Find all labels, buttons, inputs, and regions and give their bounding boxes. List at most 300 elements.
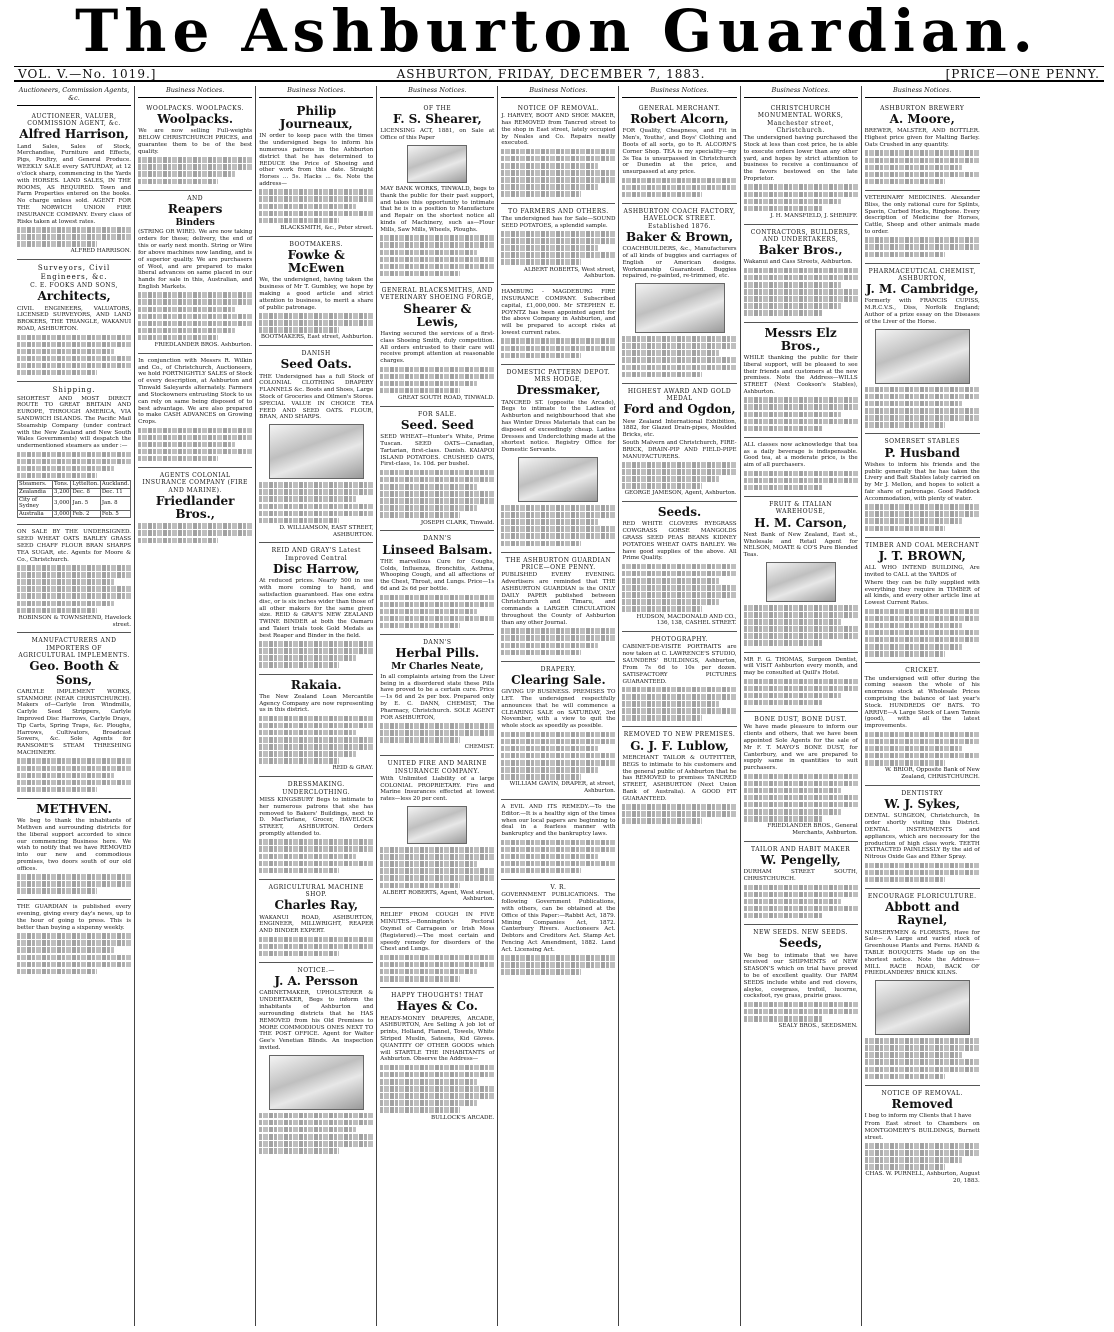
small-print-line (501, 628, 615, 634)
engraving-illustration (269, 424, 364, 479)
small-print-line (138, 157, 252, 163)
engraving-illustration (407, 806, 467, 844)
table-header-cell: Steamers. (18, 481, 53, 489)
small-print-line (865, 651, 946, 657)
small-print-line (380, 595, 494, 601)
small-print-line (865, 1045, 980, 1051)
small-print-line (501, 840, 615, 846)
small-print-line (501, 760, 615, 766)
small-print-line (17, 962, 131, 968)
ad-body: Next Bank of New Zealand, East st., Wholesale and Retail Agent for NELSON, MOATE & CO'S Pure Blended Teas. (743, 531, 858, 559)
small-print-line (380, 484, 477, 490)
column-heading: Business Notices. (744, 86, 858, 98)
small-print-line (865, 877, 946, 883)
ad-body: FOR Quality, Cheapness, and Fit in Men's, Youths', and Boys' Clothing and Boots of all sorts, go to R. ALCORN'S Corner Shop. TEA is my speciality—my 3s Tea is unsurpassed in Christchurch or Dunedin at the price, and unsurpassed at any price. (622, 128, 737, 176)
small-print-line (865, 1074, 946, 1080)
ad-headline: Woolpacks. (157, 112, 234, 127)
table-header-cell: Tons. (53, 481, 71, 489)
column-8 (862, 86, 983, 1326)
small-print-line (865, 415, 980, 421)
small-print-line (17, 241, 97, 247)
table-cell: 3,000 (53, 496, 71, 510)
advertisement (138, 468, 252, 549)
small-print-line (744, 913, 824, 919)
small-print-line (865, 609, 980, 615)
small-print-line (259, 737, 373, 743)
advertisement (17, 382, 131, 525)
masthead (0, 0, 1114, 65)
small-print-line (622, 571, 736, 577)
small-print-line (501, 861, 615, 867)
small-print-line (865, 504, 980, 510)
small-print-line (380, 498, 494, 504)
ad-signature: JOSEPH CLARK, Tinwald. (420, 519, 495, 526)
ad-signature: D. WILLIAMSON, EAST STREET, ASHBURTON. (279, 524, 374, 538)
small-print-line (622, 599, 719, 605)
small-print-line (865, 1164, 946, 1170)
small-print-line (501, 512, 615, 518)
small-print-line (865, 158, 980, 164)
ad-body: We, the undersigned, having taken the business of Mr T. Gumbley, we hope by making a good article and strict attention to business, to merit a share of public patronage. (259, 277, 374, 311)
ad-body: MISS KINGSBURY Begs to intimate to her numerous patrons that she has removed to Bakers' Buildings, next to D. MacFarlane, Grocer, HAVELOCK STREET, ASHBURTON. Orders promptly attended to. (259, 796, 374, 837)
ad-headline: W. Pengelly, (760, 853, 841, 868)
small-print-line (501, 338, 615, 344)
small-print-line (622, 350, 719, 356)
engraving-illustration (407, 145, 467, 183)
small-print-line (138, 435, 252, 441)
ad-caption: BOOTMAKERS. (289, 240, 343, 248)
small-print-line (501, 526, 615, 532)
small-print-line (865, 760, 946, 766)
small-print-line (138, 328, 235, 334)
advertisement (865, 101, 980, 191)
advertisement (17, 525, 131, 633)
engraving-illustration (635, 283, 725, 333)
small-print-line (17, 452, 131, 458)
ad-caption: PHARMACEUTICAL CHEMIST, ASHBURTON, (868, 267, 976, 282)
ad-signature: ALFRED HARRISON. (70, 248, 132, 255)
small-print-line (865, 1157, 963, 1163)
ad-body: Wishes to inform his friends and the public generally that he has taken the Livery and Bait Stables lately carried on by Mr J. Mellon, and hopes to solicit a fair share of patronage. Good Paddock Accommodation, with plenty of water. (864, 461, 980, 502)
ad-caption: ASHBURTON COACH FACTORY, HAVELOCK STREET. Established 1876. (623, 207, 736, 230)
small-print-line (501, 346, 615, 352)
ad-caption: HIGHEST AWARD AND GOLD MEDAL (627, 387, 732, 403)
small-print-line (17, 565, 131, 571)
small-print-line (380, 477, 494, 483)
small-print-line (744, 626, 858, 632)
small-print-line (744, 275, 858, 281)
small-print-line (622, 372, 702, 378)
column-7 (741, 86, 862, 1326)
small-print-line (501, 847, 615, 853)
ad-headline: Herbal Pills. (395, 646, 480, 661)
small-print-line (380, 264, 494, 270)
ad-headline: Disc Harrow, (272, 562, 360, 577)
ad-caption: CHRISTCHURCH MONUMENTAL WORKS, Manchester street, Christchurch. (757, 104, 844, 134)
small-print-line (380, 609, 477, 615)
column-4 (377, 86, 498, 1326)
small-print-line (501, 774, 581, 780)
small-print-line (501, 650, 581, 656)
small-print-line (501, 170, 615, 176)
ad-body: WAKANUI ROAD, ASHBURTON, ENGINEER, MILLWRIGHT, REAPER AND BINDER EXPERT. (259, 914, 374, 935)
small-print-line (259, 518, 339, 524)
small-print-line (744, 795, 858, 801)
ad-headline: H. M. Carson, (754, 515, 847, 530)
ad-signature: ROBINSON & TOWNSHEND, Havelock street. (18, 614, 132, 628)
ad-body: MERCHANT TAILOR & OUTFITTER, BEGS to intimate to his customers and the general public of Ashburton that he has REMOVED to premises TANCRED STREET, ASHBURTON (Next Union Bank of Australia). A GOOD FIT GUARANTEED. (622, 754, 737, 802)
small-print-line (744, 296, 858, 302)
small-print-line (17, 473, 97, 479)
small-print-line (259, 211, 373, 217)
ad-body: THE GUARDIAN is published every evening, giving every day's news, up to the hour of going to press. This is better than buying a sixpenny weekly. (17, 904, 132, 931)
ad-headline: Charles Ray, (274, 898, 358, 913)
small-print-line (744, 206, 824, 212)
small-print-line (259, 854, 356, 860)
ad-body: We beg to intimate that we have received our SHIPMENTS of NEW SEASON'S which on trial have proved to be of excellent quality. Our FARM SEEDS include white and red clovers, alsyke, cowgrass, trefoil, lucerne, cocksfoot, rye grass, prairie grass. (743, 952, 858, 1000)
small-print-line (501, 854, 598, 860)
small-print-line (259, 489, 373, 495)
small-print-line (380, 623, 460, 629)
ad-body: With Unlimited Liability of a large COLONIAL PROPRIETARY. Fire and Marine Insurances effected at lowest rates—less 20 per cent. (380, 775, 495, 803)
small-print-line (380, 1065, 494, 1071)
table-row (18, 496, 131, 510)
small-print-line (501, 163, 598, 169)
small-print-line (622, 687, 736, 693)
small-print-line (17, 466, 114, 472)
small-print-line (744, 774, 858, 780)
small-print-line (865, 746, 963, 752)
small-print-line (138, 299, 252, 305)
ad-signature: BLACKSMITH, &c., Peter street. (280, 224, 374, 231)
ad-body: TANCRED ST. (opposite the Arcade), Begs to intimate to the Ladies of Ashburton and neighbourhood that she has Winter Dress Materials that can be disposed of exceedingly cheap. Ladies Dresses and Underclothing made at the shortest notice. Registry Office for Domestic Servants. (501, 399, 616, 454)
small-print-line (380, 962, 494, 968)
small-print-line (865, 870, 980, 876)
small-print-line (17, 593, 131, 599)
small-print-line (622, 365, 736, 371)
ad-signature: SEALY BROS., SEEDSMEN. (778, 1023, 858, 1030)
table-cell: City of Sydney (18, 496, 53, 510)
ad-caption: DANN'S (423, 638, 452, 646)
ad-headline: W. J. Sykes, (884, 797, 960, 812)
small-print-line (380, 242, 494, 248)
small-print-line (138, 335, 218, 341)
ad-body: ON SALE BY THE UNDERSIGNED. SEED WHEAT OATS BARLEY GRASS SEED CHAFF FLOUR BRAN SHARPS TEA SUGAR, etc. Agents for Moore & Co., Christchurch. (17, 529, 132, 563)
small-print-line (744, 192, 858, 198)
small-print-line (744, 397, 858, 403)
small-print-line (259, 730, 356, 736)
ad-body: Wakanui and Cass Streets, Ashburton. (743, 259, 853, 266)
ad-body: From East street to Chambers on MONTGOMERY'S BUILDINGS, Burnett street. (864, 1121, 980, 1141)
ad-signature: HUDSON, MACDONALD AND CO., 136, 138, CASHEL STREET. (636, 613, 737, 627)
small-print-line (17, 933, 131, 939)
advertisement (622, 384, 736, 502)
ad-subheadline: Mr Charles Neate, (391, 662, 484, 673)
small-print-line (744, 199, 841, 205)
ad-headline: Baker Bros., (758, 243, 843, 258)
ad-body: DENTAL SURGEON, Christchurch, In order shortly visiting this District. DENTAL INSTRUMENTS and appliances, which are necessary for the production of high class work. TEETH EXTRACTED PAINLESSLY By the aid of Nitrous Oxide Gas and Ether Spray. (864, 813, 980, 861)
ad-caption: AND (187, 194, 204, 202)
small-print-line (259, 839, 373, 845)
small-print-line (17, 947, 114, 953)
ad-body: RED WHITE CLOVERS RYEGRASS COWGRASS GORSE MANGOLDS GRASS SEED PEAS BEANS KIDNEY POTATOES WHEAT OATS BARLEY. We have good supplies of the above. All Prime Quality. (622, 521, 737, 562)
small-print-line (501, 353, 581, 359)
ad-body: HAMBURG - MAGDEBURG FIRE INSURANCE COMPANY. Subscribed capital, £1,000,000. Mr STEPHEN E. POYNTZ has been appointed agent for the above Company in Ashburton, and will be prepared to accept risks at lowest current rates. (501, 289, 616, 337)
small-print-line (17, 335, 131, 341)
small-print-line (744, 184, 858, 190)
small-print-line (744, 619, 841, 625)
ad-body: BREWER, MALSTER, AND BOTTLER. Highest price given for Malting Barley. Oats Crushed in any quantity. (864, 128, 980, 149)
small-print-line (865, 401, 963, 407)
small-print-line (622, 585, 736, 591)
advertisement (865, 889, 980, 1086)
small-print-line (501, 191, 581, 197)
ad-headline: P. Husband (884, 445, 960, 460)
table-cell: 3,200 (54, 489, 70, 496)
small-print-line (380, 512, 460, 518)
small-print-line (259, 496, 356, 502)
ad-body: (STRING OR WIRE). We are now taking orders for these; delivery, the end of this or early next month. String or Wire for above machines now landing, and is of superior quality. We are purchasers of Wool, and are prepared to make liberal advances on same placed in our hands for sale in this, Australian, and English Markets. (138, 229, 253, 290)
small-print-line (259, 1127, 356, 1133)
small-print-line (744, 1002, 858, 1008)
ad-headline: METHVEN. (36, 801, 112, 816)
small-print-line (501, 746, 598, 752)
ad-body: CIVIL ENGINEERS, VALUATORS, LICENSED SURVEYORS, AND LAND BROKERS, THE TRIANGLE, WAKANUI ROAD, ASHBURTON. (17, 305, 132, 333)
ad-body: THE marvellous Cure for Coughs, Colds, Influenza, Bronchitis, Asthma, Whooping Cough, and all affections of the Chest, Throat, and Lungs. Price—1s 6d and 2s 6d per bottle. (380, 558, 495, 593)
ad-caption: CONTRACTORS, BUILDERS, AND UNDERTAKERS, (750, 228, 851, 243)
small-print-line (138, 179, 218, 185)
small-print-line (622, 592, 736, 598)
small-print-line (17, 370, 97, 376)
small-print-line (865, 623, 963, 629)
small-print-line (501, 238, 615, 244)
small-print-line (622, 694, 736, 700)
advertisement (744, 101, 858, 225)
small-print-line (17, 601, 114, 607)
ad-caption: ASHBURTON BREWERY (880, 104, 965, 112)
small-print-line (865, 422, 946, 428)
table-cell: Feb. 5 (100, 510, 130, 518)
advertisement (17, 260, 131, 382)
volume-number: VOL. V.—No. 1019.] (18, 66, 157, 81)
ad-body: The undersigned having purchased the Stock at less than cost price, he is able to execute orders lower than any other yard, and hopes by strict attention to business to receive a continuance of the favors bestowed on the late Proprietor. (743, 135, 858, 183)
column-2 (135, 86, 256, 1326)
advertisement (17, 633, 131, 799)
ad-body: Where they can be fully supplied with everything they require in TIMBER of all kinds, and every other article line at Lowest Current Rates. (864, 579, 980, 607)
small-print-line (744, 478, 858, 484)
table-cell: Dec. 11 (100, 489, 130, 497)
engraving-illustration (766, 562, 836, 602)
small-print-line (501, 519, 598, 525)
small-print-line (744, 679, 858, 685)
small-print-line (380, 505, 477, 511)
small-print-line (259, 868, 339, 874)
small-print-line (501, 969, 581, 975)
advertisement (259, 963, 373, 1159)
advertisement (259, 237, 373, 346)
small-print-line (744, 781, 858, 787)
small-print-line (380, 388, 460, 394)
advertisement (622, 632, 736, 727)
small-print-line (17, 773, 114, 779)
small-print-line (865, 616, 980, 622)
advertisement (744, 323, 858, 438)
advertisement (622, 204, 736, 384)
column-1 (14, 86, 135, 1326)
advertisement (259, 346, 373, 543)
small-print-line (380, 847, 494, 853)
small-print-line (259, 1134, 373, 1140)
small-print-line (865, 237, 980, 243)
ad-body: IN order to keep pace with the times the undersigned begs to inform his numerous patrons in the Ashburton district that he has determined to REDUCE the Price of Shoeing and other work from this date. Straight Horses ... 5s. Hacks ... 6s. Note the address— (259, 133, 374, 187)
ad-headline: Clearing Sale. (511, 673, 606, 688)
ad-signature: FRIEDLANDER BROS. Ashburton. (154, 342, 253, 349)
small-print-line (501, 231, 615, 237)
ad-body: ALL classes now acknowledge that tea as a daily beverage is indispensable. Good tea, at a moderate price, is the aim of all purchasers. (743, 441, 858, 469)
small-print-line (501, 643, 598, 649)
ad-body: CABINET-DE-VISITE PORTRAITS are now taken at C. LAWRENCE'S STUDIO, SAUNDERS' BUILDINGS, Ashburton, From 7s 6d to 10s per dozen. SATISFACTORY PICTURES GUARANTEED. (622, 644, 737, 685)
small-print-line (622, 578, 719, 584)
advertisement (744, 842, 858, 925)
advertisement (17, 799, 131, 901)
small-print-line (380, 854, 494, 860)
ad-body: At reduced prices. Nearly 500 in use with more coming to hand, and satisfaction guaranteed. Has one extra disc, or is six inches wider than those of all other makers for the same given size. REID & GRAY'S NEW ZEALAND TWINE BINDER at both the Oamaru and Taieri trials took Gold Medals as best Reaper and Binder in the field. (259, 578, 374, 639)
small-print-line (259, 951, 339, 957)
small-print-line (744, 612, 858, 618)
small-print-line (17, 874, 131, 880)
small-print-line (138, 292, 252, 298)
ad-body: MAY BANK WORKS, TINWALD, begs to thank the public for their past support, and takes this opportunity to intimate that he is in a position to Manufacture and Repair on the shortest notice all kinds of Machinery, such as—Flour Mills, Saw Mills, Wheels, Ploughs. (380, 186, 495, 233)
small-print-line (865, 511, 980, 517)
small-print-line (380, 955, 494, 961)
engraving-illustration (875, 329, 970, 384)
advertisement (138, 101, 252, 191)
small-print-line (865, 863, 980, 869)
ad-body: I beg to inform my Clients that I have (864, 1113, 972, 1120)
ad-body: MR F. G. THOMAS, Surgeon Dentist, will VISIT Ashburton every month, and may be consulted at Quill's Hotel. (743, 656, 858, 677)
ad-body: COACHBUILDERS, &c., Manufacturers of all kinds of buggies and carriages of English or American designs. Workmanship Guaranteed. Buggies repaired, re-painted, re-trimmed, etc. (622, 246, 737, 280)
small-print-line (380, 868, 494, 874)
ad-caption: TO FARMERS AND OTHERS. (508, 207, 609, 215)
small-print-line (501, 533, 615, 539)
small-print-line (380, 257, 494, 263)
ad-body: South Malvern and Christchurch, FIRE-BRICK, DRAIN-PIP AND FIELD-PIPE MANUFACTURERS. (622, 439, 737, 460)
advertisement (259, 101, 373, 237)
small-print-line (259, 1120, 373, 1126)
small-print-line (865, 1052, 963, 1058)
small-print-line (380, 969, 477, 975)
ad-body: In conjunction with Messrs R. Wilkin and Co., of Christchurch, Auctioneers, we hold FORTNIGHTLY SALES of Stock of every description, at Ashburton and Tinwald Saleyards alternately. Farmers and Stockowners entrusting Stock to us can rely on same being disposed of to best advantage. We are also prepared to make CASH ADVANCES on Growing Crops. (138, 357, 253, 426)
table-row (18, 510, 131, 518)
small-print-line (744, 899, 841, 905)
advertisement (380, 988, 494, 1125)
small-print-line (17, 459, 131, 465)
small-print-line (259, 846, 373, 852)
small-print-line (380, 1086, 494, 1092)
advertisement (501, 880, 615, 981)
ad-signature: ALBERT ROBERTS, Agent, West street, Ashburton. (382, 889, 495, 903)
advertisement (501, 365, 615, 553)
small-print-line (501, 177, 615, 183)
small-print-line (865, 165, 963, 171)
ad-signature: BULLOCK'S ARCADE. (431, 1114, 495, 1121)
ad-body: ALL WHO INTEND BUILDING, Are invited to CALL at the YARDS of (864, 565, 980, 578)
ad-caption: NOTICE OF REMOVAL. (517, 104, 600, 112)
ad-signature: J. H. MANSFIELD, J. SHERIFF. (770, 212, 858, 219)
small-print-line (380, 616, 494, 622)
ad-headline: Fowke & McEwen (287, 247, 345, 276)
small-print-line (622, 606, 702, 612)
advertisement (865, 786, 980, 889)
ad-body: Having secured the services of a first-class Shoeing Smith, duly competition. All orders entrusted to their care will receive prompt attention at reasonable charges. (380, 330, 495, 365)
small-print-line (744, 693, 841, 699)
small-print-line (138, 530, 252, 536)
small-print-line (380, 1093, 494, 1099)
small-print-line (744, 700, 824, 706)
small-print-line (501, 868, 581, 874)
small-print-line (17, 349, 114, 355)
small-print-line (865, 408, 980, 414)
small-print-line (622, 811, 736, 817)
small-print-line (501, 753, 615, 759)
small-print-line (865, 1038, 980, 1044)
advertisement (501, 800, 615, 880)
small-print-line (380, 1100, 477, 1106)
small-print-line (259, 723, 373, 729)
ad-headline: J. T. BROWN, (878, 548, 966, 563)
ad-caption: GENERAL MERCHANT. (638, 104, 721, 112)
small-print-line (17, 766, 131, 772)
ad-caption: AGENTS COLONIAL INSURANCE COMPANY (FIRE AND MARINE). (142, 472, 248, 494)
small-print-line (380, 723, 494, 729)
small-print-line (744, 282, 841, 288)
small-print-line (622, 483, 702, 489)
ad-signature: CHAS. W. PURNELL, Ashburton, August 20, 1883. (865, 1171, 980, 1185)
small-print-line (259, 204, 356, 210)
ad-caption: UNITED FIRE AND MARINE INSURANCE COMPANY. (387, 760, 488, 775)
ad-caption: WOOLPACKS. WOOLPACKS. (146, 104, 245, 112)
ad-caption: FRUIT & ITALIAN WAREHOUSE, (769, 500, 833, 516)
small-print-line (865, 739, 980, 745)
advertisement (138, 354, 252, 468)
small-print-line (865, 387, 980, 393)
small-print-line (259, 320, 373, 326)
small-print-line (380, 491, 494, 497)
ad-signature: W. BRIOR, Opposite Bank of New Zealand, CHRISTCHURCH. (885, 767, 980, 780)
small-print-line (259, 641, 373, 647)
small-print-line (622, 192, 702, 198)
small-print-line (622, 462, 736, 468)
small-print-line (744, 1016, 824, 1022)
small-print-line (17, 758, 131, 764)
column-3 (256, 86, 377, 1326)
advertisement (380, 101, 494, 283)
small-print-line (744, 788, 841, 794)
ad-headline: Reapers (167, 201, 223, 216)
small-print-line (259, 1141, 373, 1147)
ad-body: The undersigned has for Sale—SOUND SEED POTATOES, a splendid sample. (501, 215, 616, 229)
column-heading: Business Notices. (865, 86, 980, 98)
column-heading: Business Notices. (380, 86, 494, 98)
small-print-line (501, 955, 615, 961)
small-print-line (138, 449, 252, 455)
small-print-line (622, 336, 736, 342)
small-print-line (138, 164, 252, 170)
small-print-line (501, 505, 615, 511)
advertisement-columns (14, 86, 1104, 1326)
column-heading: Business Notices. (622, 86, 736, 98)
price: [PRICE—ONE PENNY. (945, 66, 1100, 81)
